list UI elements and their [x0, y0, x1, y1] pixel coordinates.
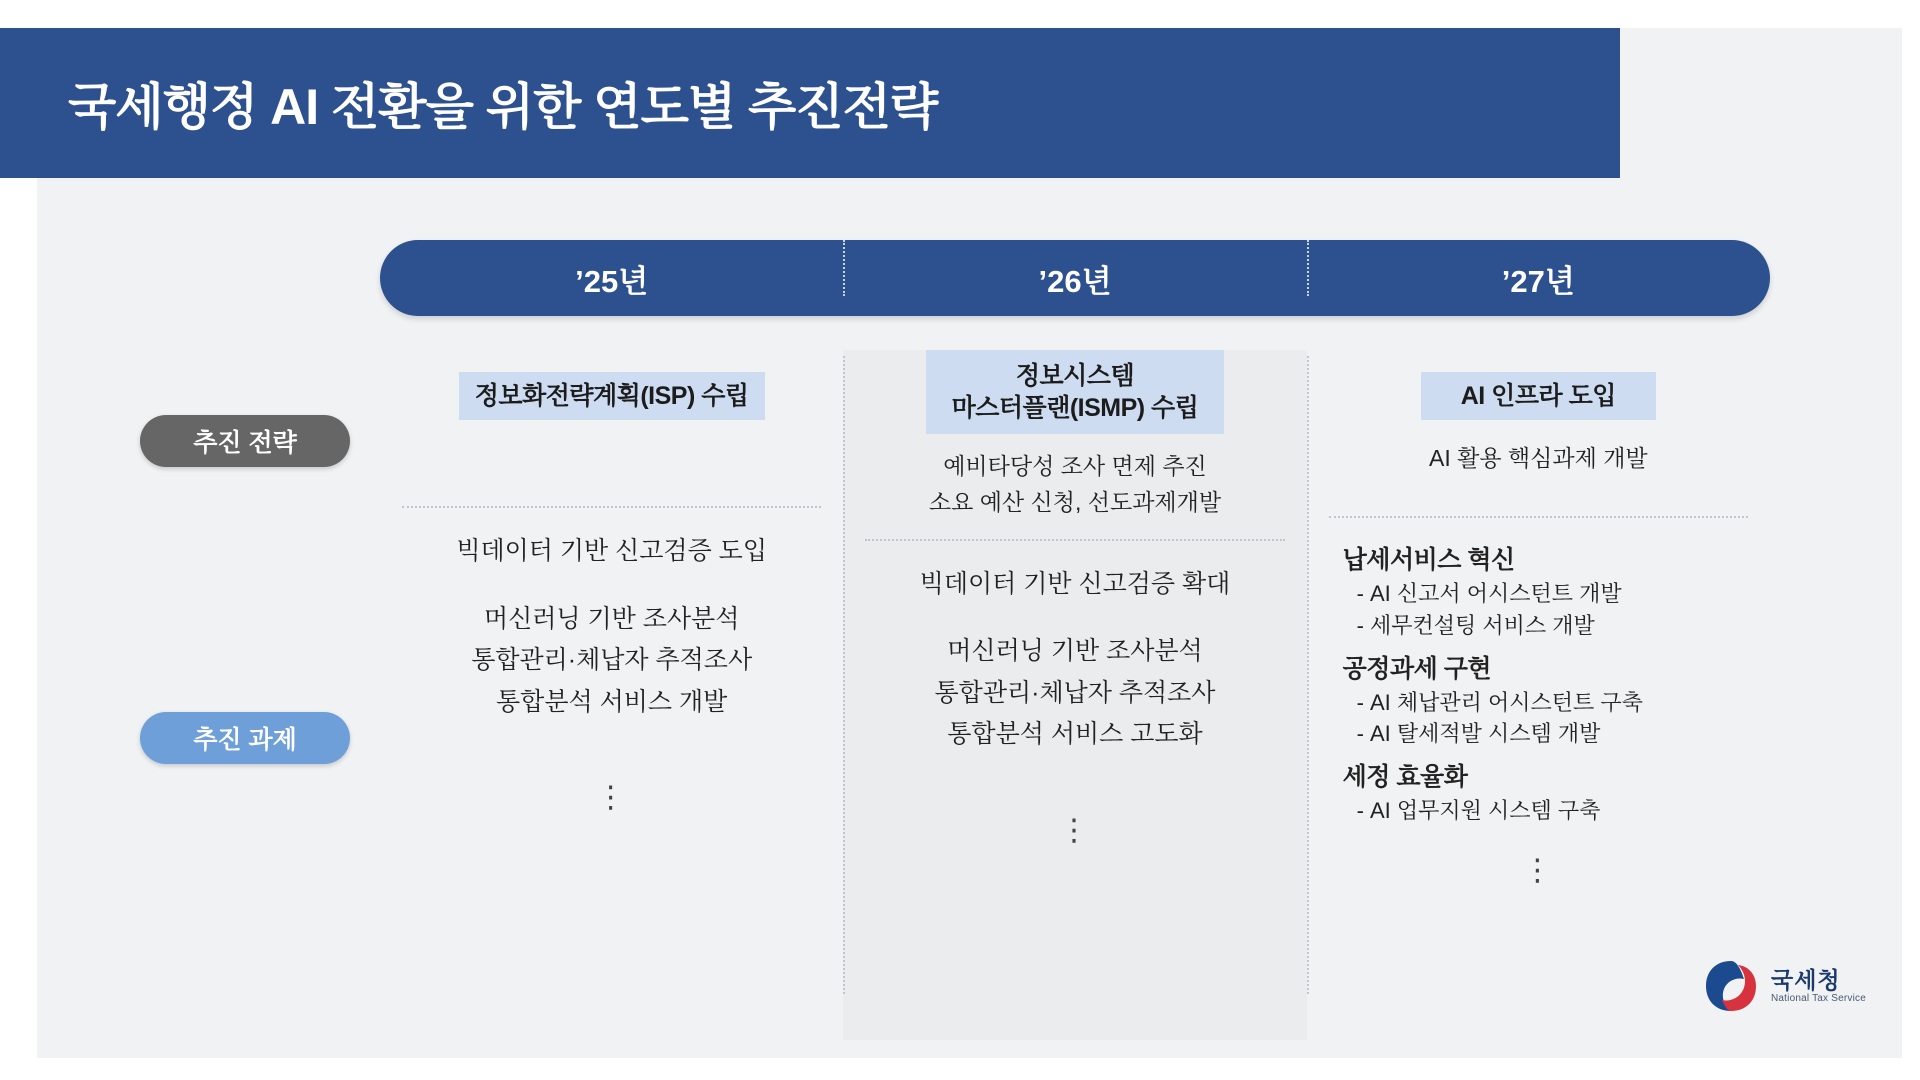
group-item-label: AI 체납관리 어시스턴트 구축 — [1369, 689, 1643, 715]
task-spacer — [861, 608, 1288, 634]
task-item: 빅데이터 기반 신고검증 도입 — [456, 537, 767, 565]
column-2026-ellipsis: ⋮ — [1058, 813, 1091, 847]
nts-logo — [1700, 955, 1866, 1017]
nts-logo-text — [1771, 968, 1866, 1004]
column-2026-task-list — [861, 567, 1288, 753]
group-item: - AI 업무지원 시스템 구축 — [1356, 798, 1601, 824]
group-item-label: 세무컨설팅 서비스 개발 — [1369, 612, 1595, 638]
side-label-tasks: 추진 과제 — [140, 712, 350, 764]
group-item-label: AI 탈세적발 시스템 개발 — [1369, 721, 1601, 747]
strategy-chip-2026-line1: 정보시스템 — [1015, 362, 1135, 390]
strategy-chip-2027: AI 인프라 도입 — [1421, 372, 1656, 420]
task-item: 머신러닝 기반 조사분석 — [483, 604, 740, 633]
group-title: 납세서비스 혁신 — [1342, 546, 1515, 575]
group-item-label: AI 업무지원 시스템 구축 — [1369, 798, 1601, 824]
column-2027-head — [1325, 372, 1752, 420]
task-item: 통합관리·체납자 추적조사 — [471, 646, 753, 674]
group-item: - AI 체납관리 어시스턴트 구축 — [1356, 689, 1643, 715]
side-label-strategy: 추진 전략 — [140, 415, 350, 467]
column-2026-divider — [865, 539, 1284, 541]
sub-line: 소요 예산 신청, 선도과제개발 — [928, 489, 1222, 516]
column-2026-subtext — [861, 448, 1288, 521]
task-spacer — [398, 576, 825, 602]
sub-line: 예비타당성 조사 면제 추진 — [943, 453, 1207, 479]
group-item: - AI 탈세적발 시스템 개발 — [1356, 721, 1601, 747]
column-2025-head — [398, 372, 825, 420]
task-item: 머신러닝 기반 조사분석 — [947, 637, 1203, 666]
column-2026-head — [861, 350, 1288, 434]
column-2027 — [1307, 350, 1770, 1040]
year-columns — [380, 350, 1770, 1040]
group-title: 공정과세 구현 — [1342, 654, 1492, 683]
strategy-chip-2025: 정보화전략계획(ISP) 수립 — [459, 372, 765, 420]
column-2025-task-list — [398, 534, 825, 720]
group-item: - 세무컨설팅 서비스 개발 — [1356, 612, 1595, 638]
nts-logo-name-ko: 국세청 — [1771, 966, 1841, 993]
sub-line: AI 활용 핵심과제 개발 — [1428, 445, 1648, 471]
column-2025 — [380, 350, 843, 1040]
column-2027-group-list — [1325, 540, 1752, 826]
nts-logo-icon — [1700, 955, 1762, 1017]
task-item: 통합관리·체납자 추적조사 — [934, 678, 1216, 707]
task-item: 통합분석 서비스 고도화 — [947, 720, 1203, 749]
column-2027-subtext — [1325, 440, 1752, 476]
column-2026 — [843, 350, 1306, 1040]
strategy-chip-2026-line2: 마스터플랜(ISMP) 수립 — [951, 394, 1199, 422]
column-2025-divider — [402, 506, 821, 508]
year-header-bar — [380, 240, 1770, 316]
strategy-chip-2026 — [926, 350, 1225, 434]
task-item: 통합분석 서비스 개발 — [496, 687, 728, 716]
group-item: - AI 신고서 어시스턴트 개발 — [1356, 581, 1622, 607]
group-item-label: AI 신고서 어시스턴트 개발 — [1369, 581, 1622, 607]
year-header-2025: ’25년 — [575, 263, 649, 299]
column-2027-divider — [1329, 516, 1748, 518]
group-title: 세정 효율화 — [1342, 763, 1468, 792]
column-2025-ellipsis: ⋮ — [595, 781, 628, 814]
year-header-2026: ’26년 — [843, 256, 1306, 301]
column-2027-ellipsis: ⋮ — [1522, 853, 1555, 887]
task-item: 빅데이터 기반 신고검증 확대 — [919, 569, 1231, 598]
nts-logo-name-en: National Tax Service — [1771, 993, 1866, 1005]
title-bar — [0, 28, 1620, 178]
page-title: 국세행정 AI 전환을 위한 연도별 추진전략 — [68, 79, 938, 135]
year-header-2027: ’27년 — [1307, 256, 1770, 301]
